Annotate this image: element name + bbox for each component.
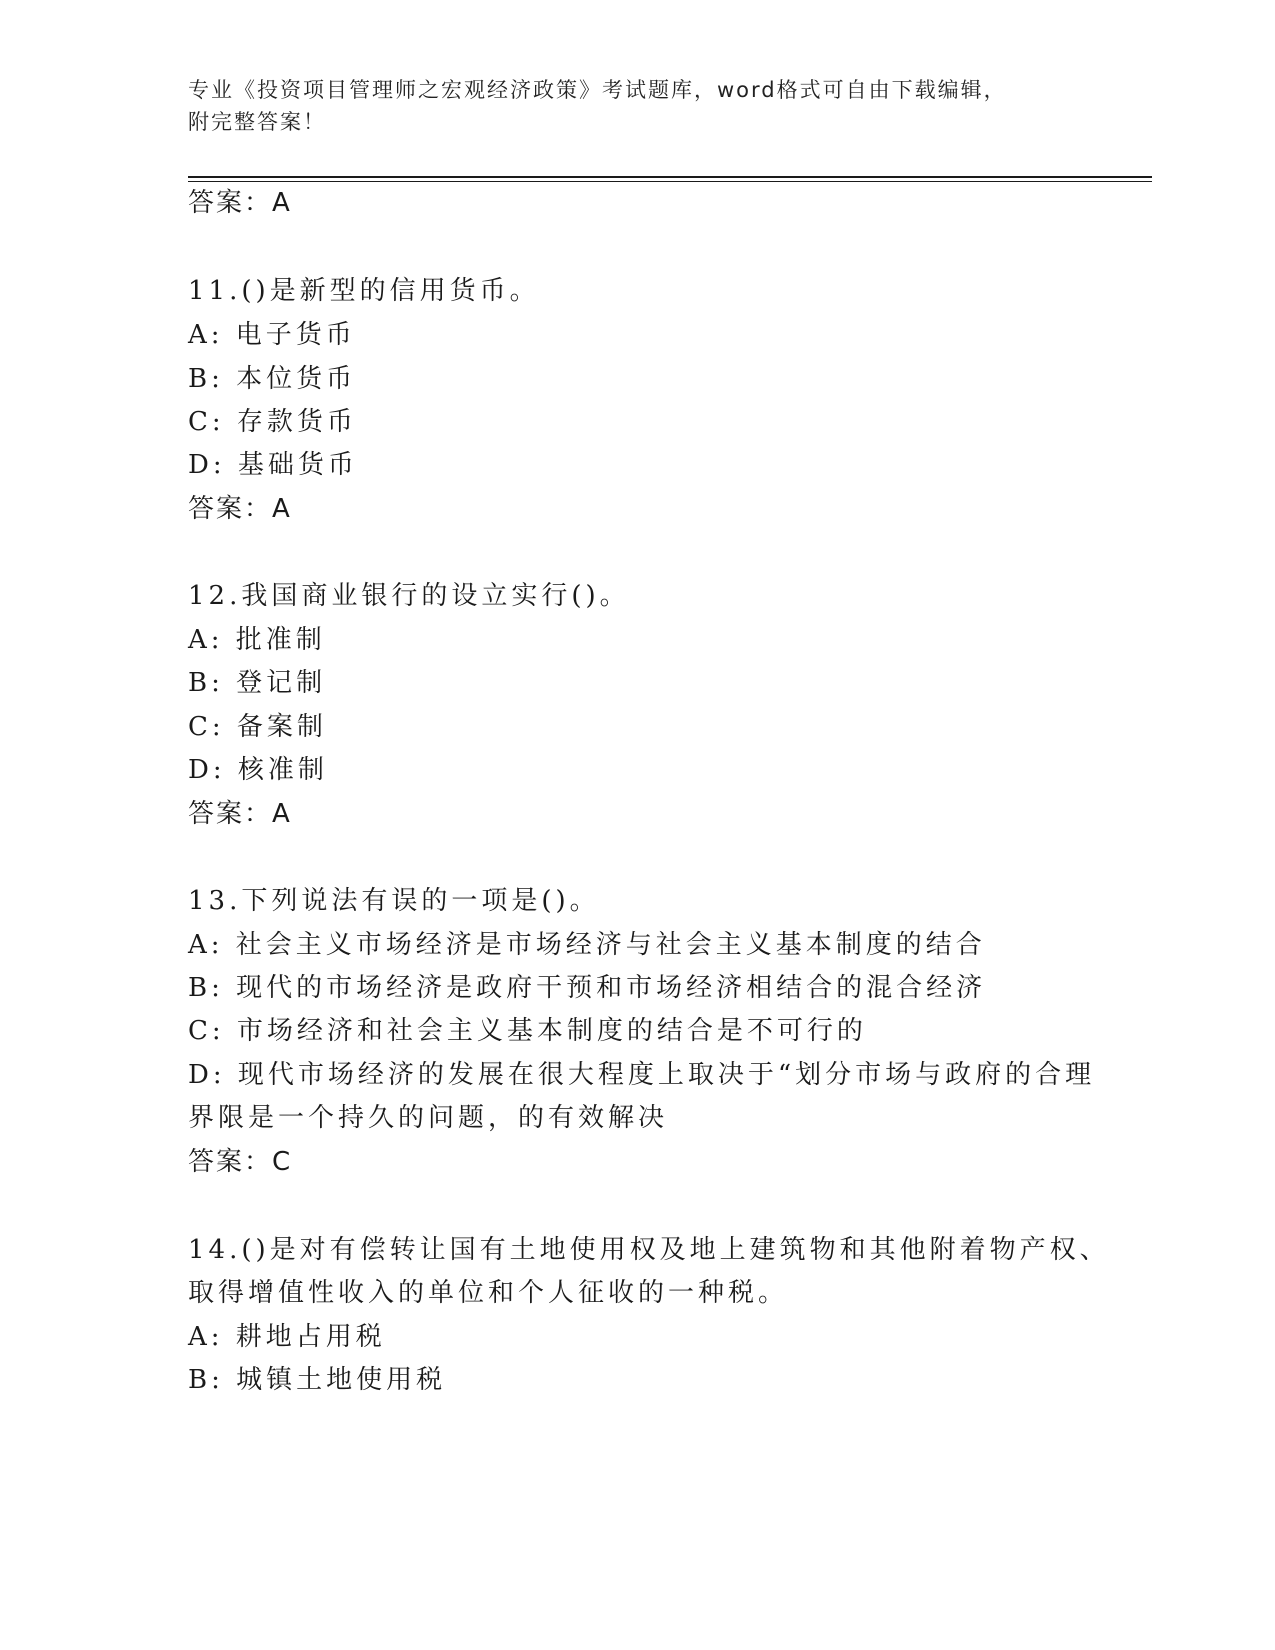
- question-12-answer: 答案：A: [188, 799, 292, 829]
- question-13-answer: 答案：C: [188, 1147, 293, 1177]
- question-13-option-c: C: 市场经济和社会主义基本制度的结合是不可行的: [188, 1016, 867, 1046]
- question-13-option-b: B: 现代的市场经济是政府干预和市场经济相结合的混合经济: [188, 973, 987, 1003]
- question-11-answer: 答案：A: [188, 494, 292, 524]
- question-12-option-c: C: 备案制: [188, 712, 327, 742]
- question-12-option-a: A: 批准制: [188, 625, 326, 655]
- question-11-option-a: A: 电子货币: [188, 320, 356, 350]
- answer-previous: 答案：A: [188, 188, 292, 218]
- question-12-stem: 12.我国商业银行的设立实行()。: [188, 581, 630, 611]
- header-line-1: 专业《投资项目管理师之宏观经济政策》考试题库，word格式可自由下载编辑，: [188, 78, 1007, 102]
- question-12-option-d: D: 核准制: [188, 755, 328, 785]
- question-14-stem-line-1: 14.()是对有偿转让国有土地使用权及地上建筑物和其他附着物产权、: [188, 1235, 1110, 1265]
- question-11-option-c: C: 存款货币: [188, 407, 357, 437]
- question-11-option-b: B: 本位货币: [188, 364, 357, 394]
- question-13-option-d-line-2: 界限是一个持久的问题，的有效解决: [188, 1103, 669, 1133]
- question-14-stem-line-2: 取得增值性收入的单位和个人征收的一种税。: [188, 1278, 789, 1308]
- question-11-option-d: D: 基础货币: [188, 450, 358, 480]
- question-13-option-a: A: 社会主义市场经济是市场经济与社会主义基本制度的结合: [188, 930, 986, 960]
- question-14-option-b: B: 城镇土地使用税: [188, 1365, 447, 1395]
- question-13-option-d-line-1: D: 现代市场经济的发展在很大程度上取决于“划分市场与政府的合理: [188, 1060, 1096, 1090]
- header-divider-thin: [188, 181, 1152, 182]
- document-header: [188, 74, 1088, 138]
- question-13-stem: 13.下列说法有误的一项是()。: [188, 886, 600, 916]
- question-12-option-b: B: 登记制: [188, 668, 327, 698]
- header-divider-thick: [188, 176, 1152, 178]
- question-14-option-a: A: 耕地占用税: [188, 1322, 386, 1352]
- question-11-stem: 11.()是新型的信用货币。: [188, 276, 540, 306]
- header-line-2: 附完整答案！: [188, 110, 326, 134]
